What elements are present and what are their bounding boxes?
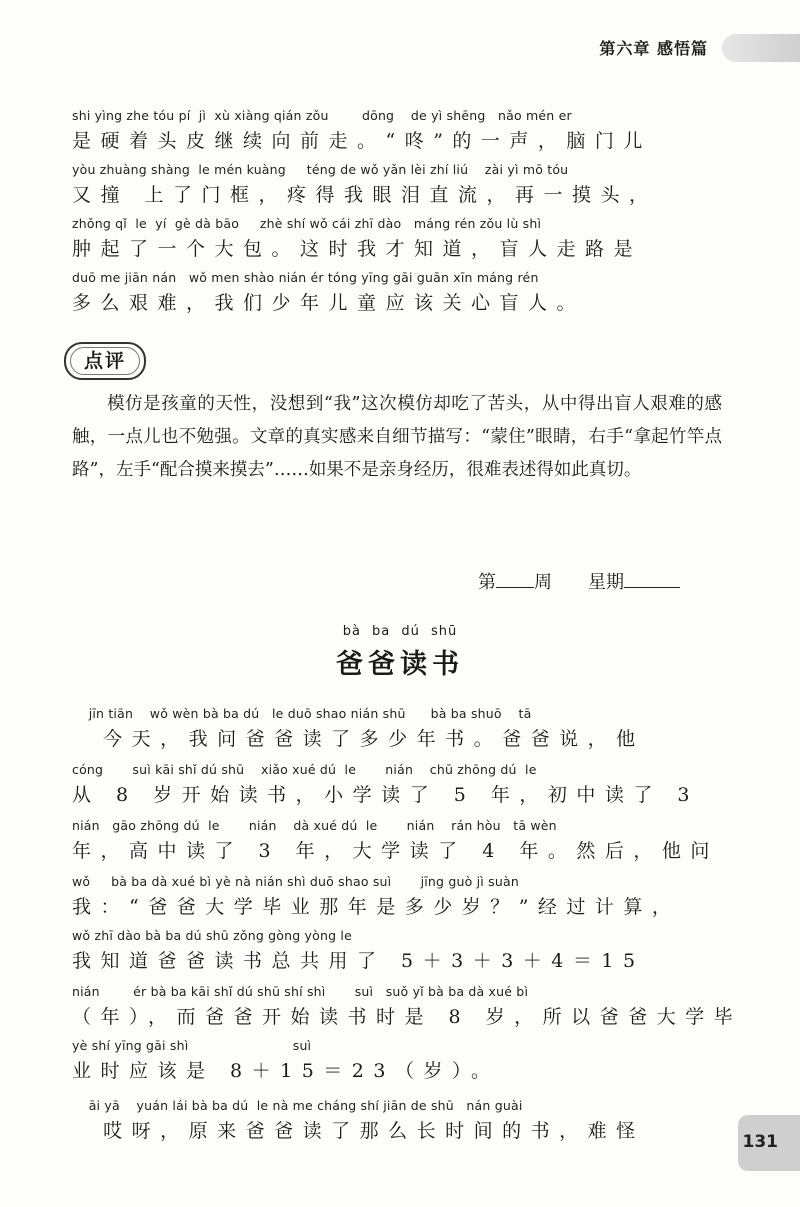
comment-text: 模仿是孩童的天性，没想到“我”这次模仿却吃了苦头，从中得出盲人艰难的感触，一点儿也不勉强。文章的真实感来自细节描写：“蒙住”眼睛，右手“拿起竹竿点路”，左手“配合摸来摸去”……如果不是亲身经历，很难表述得如此真切。 — [72, 394, 722, 480]
pinyin-line: cóng suì kāi shǐ dú shū xiǎo xué dú le nián chū zhōng dú le — [72, 762, 537, 777]
hanzi-line: 又撞 上了门框，疼得我眼泪直流，再一摸头， — [72, 184, 658, 206]
pinyin-line: wǒ bà ba dà xué bì yè nà nián shì duō shao suì jīng guò jì suàn — [72, 874, 519, 889]
pinyin-line: nián ér bà ba kāi shǐ dú shū shí shì suì suǒ yǐ bà ba dà xué bì — [72, 984, 529, 999]
hanzi-line: 我：“爸爸大学毕业那年是多少岁？”经过计算， — [72, 896, 681, 918]
story2-line-5 — [72, 928, 722, 975]
pinyin-line: āi yā yuán lái bà ba dú le nà me cháng shí jiān de shū nán guài — [72, 1098, 523, 1113]
chapter-title: 第六章 感悟篇 — [599, 39, 708, 58]
weekday-blank[interactable] — [624, 569, 680, 588]
week-blank[interactable] — [496, 569, 534, 588]
week-prefix: 第 — [478, 572, 496, 593]
story2-line-3 — [72, 818, 722, 865]
hanzi-line: 今天，我问爸爸读了多少年书。爸爸说，他 — [72, 728, 645, 750]
hanzi-line: 从 8 岁开始读书，小学读了 5 年，初中读了 3 — [72, 784, 699, 806]
pinyin-line: duō me jiān nán wǒ men shào nián ér tóng yīng gāi guān xīn máng rén — [72, 270, 539, 285]
story1-line-3 — [72, 216, 722, 263]
comment-label: 点评 — [64, 342, 146, 380]
page-number: 131 — [742, 1132, 778, 1152]
story2-line-4 — [72, 874, 722, 921]
story-title: 爸爸读书 — [336, 649, 464, 680]
hanzi-line: 我知道爸爸读书总共用了 5＋3＋3＋4＝15 — [72, 950, 645, 972]
story1-line-4 — [72, 270, 722, 317]
story2-line-6 — [72, 984, 743, 1031]
hanzi-line: 年，高中读了 3 年，大学读了 4 年。然后，他问 — [72, 840, 719, 862]
pinyin-line: yè shí yīng gāi shì suì — [72, 1038, 312, 1053]
title-pinyin: bà ba dú shū — [342, 624, 458, 639]
chapter-tab — [722, 34, 800, 62]
week-day-line — [478, 568, 680, 594]
story1-line-2 — [72, 162, 722, 209]
hanzi-line: 多么艰难，我们少年儿童应该关心盲人。 — [72, 292, 586, 314]
story1-line-1 — [72, 108, 722, 155]
weekday-label: 星期 — [588, 572, 624, 593]
hanzi-line: 是硬着头皮继续向前走。“咚”的一声，脑门儿 — [72, 130, 652, 152]
pinyin-line: jīn tiān wǒ wèn bà ba dú le duō shao nián shū bà ba shuō tā — [72, 706, 532, 721]
pinyin-line: yòu zhuàng shàng le mén kuàng téng de wǒ yǎn lèi zhí liú zài yì mō tóu — [72, 162, 569, 177]
hanzi-line: （年），而爸爸开始读书时是 8 岁，所以爸爸大学毕 — [72, 1006, 743, 1028]
hanzi-line: 业时应该是 8＋15＝23（岁）。 — [72, 1060, 500, 1082]
week-suffix: 周 — [534, 572, 552, 593]
pinyin-line: zhǒng qǐ le yí gè dà bāo zhè shí wǒ cái zhī dào máng rén zǒu lù shì — [72, 216, 542, 231]
pinyin-line: shi yìng zhe tóu pí jì xù xiàng qián zǒu dōng de yì shēng nǎo mén er — [72, 108, 572, 123]
pinyin-line: nián gāo zhōng dú le nián dà xué dú le nián rán hòu tā wèn — [72, 818, 557, 833]
story2-line-7 — [72, 1038, 722, 1085]
hanzi-line: 哎呀，原来爸爸读了那么长时间的书，难怪 — [72, 1120, 645, 1142]
story2-line-2 — [72, 762, 722, 809]
hanzi-line: 肿起了一个大包。这时我才知道，盲人走路是 — [72, 238, 643, 260]
story2-line-1 — [72, 706, 722, 753]
pinyin-line: wǒ zhī dào bà ba dú shū zǒng gòng yòng le — [72, 928, 352, 943]
story2-line-8 — [72, 1098, 722, 1145]
